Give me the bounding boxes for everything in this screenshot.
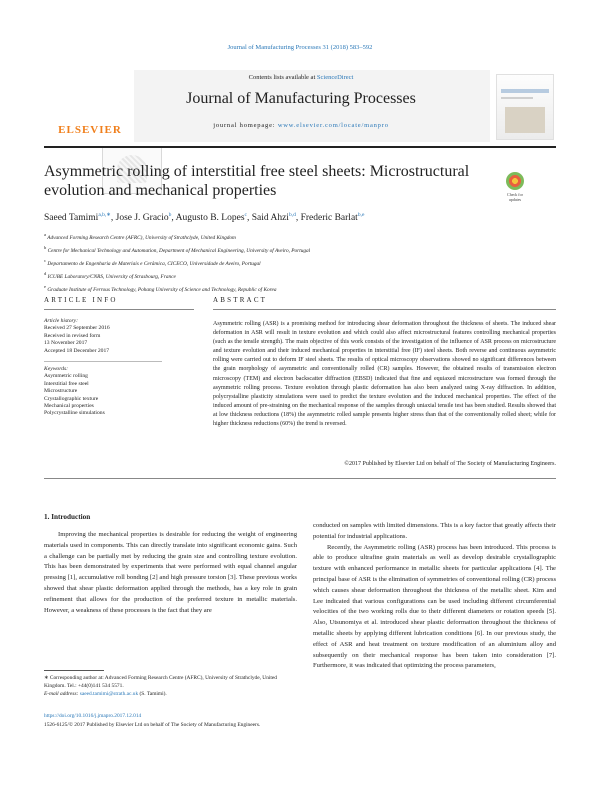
affiliation-text: ICUBE Laboratory/CNRS, University of Strasbourg, France [47,273,176,280]
keyword[interactable]: Mechanical properties [44,403,94,410]
author-name[interactable]: Augusto B. Lopes [175,213,245,224]
abstract-text: Asymmetric rolling (ASR) is a promising method for introducing shear deformation throughout the thickness of sheets. The induced shear deformation in ASR will result in texture evolution and which could also affect microstructural features controlling mechanical properties (such as the tensile strength). The main objective of this work consists of the investigation of the influence of ASR process on microstructure and texture evolution and their induced mechanical properties in interstitial free (IF) steel sheets. Both reverse and continuous asymmetric rolling were carried out to deform IF steel sheets. The results of optical microscopy observations showed no significant differences between the grain morphology of asymmetric and conventionally rolled (CR) samples. However, the obtained results of transmission electron microscopy (TEM) and electron backscatter diffraction (EBSD) indicated that fine and equiaxed microstructure was formed through the asymmetric rolling process. Texture evolution through plastic deformation has also been analyzed using X-ray diffraction. In addition, polycrystalline plasticity simulations were used to predict the texture evolution and the induced mechanical properties. The effect of the induced amount of pre-straining on the mechanical response of the samples through uniaxial tensile test has been studied. Results showed that at low thickness reductions (18%) the asymmetric rolled sample presents higher stress than that of the conventionally rolled sheet; while for higher thickness reductions (60%) the trend is reversed. [213,321,556,428]
keyword[interactable]: Asymmetric rolling [44,373,88,380]
section-heading-introduction: 1. Introduction [44,513,91,521]
affiliation-item [44,282,556,295]
article-info-rule [44,309,194,310]
journal-cover-image[interactable] [490,70,556,142]
history-item: Received in revised form [44,332,101,339]
cover-band-secondary [501,97,533,99]
body-paragraph: Improving the mechanical properties is desirable for reducing the weight of engineering materials used in components. This can directly translate into significant economic gains. Such a challenge can be partially met by reducing the grain size and controlling texture evolution. This has been demonstrated by experiments that were performed with equal channel angular pressing [1], accumulative roll bonding [2] and high pressure torsion [3]. These previous works showed that shear plastic deformation applied through the methods, has a key role in grain refinement that allows for the production of the preferred texture in metallic materials. However, a weakness of these processes is the fact that they are [44,531,297,614]
affiliation-item [44,230,556,243]
author-list: Saeed Tamimi$^{a,b,∗}$, Jose J. Gracio$^b$, Augusto B. Lopes$^c$, Said Ahzi$^{b,d}$, Frederic Barlat$^{b,e}$ [44,212,365,224]
check-updates-icon [506,172,524,190]
affiliation-mark: e [44,283,46,289]
keyword[interactable]: Polycrystalline simulations [44,410,105,417]
keywords-label: Keywords: [44,366,69,373]
contents-line [140,74,462,81]
author-affiliation-mark[interactable]: a,b,∗ [98,212,111,218]
keyword[interactable]: Interstitial free steel [44,380,89,387]
body-paragraph: Recently, the Asymmetric rolling (ASR) process has been introduced. This process is able to produce ultrafine grain materials as well as develop desirable crystallographic texture with enhanced performance in metallic sheets for particular applications [4]. The principal base of ASR is the elimination of symmetries of conventional rolling (CR) process which causes shear deformation throughout the thickness of the metallic sheet. Kim and Lee indicated that various configurations can be used including different circumferential velocities of the two working rolls due to their different diameters or rotation speeds [5]. Also, Utsunomiya et al. introduced shear plastic deformation throughout the thickness of metallic sheets by applying different lubrication conditions [6]. In our previous study, the effect of ASR and heat treatment on texture modification of an aluminium alloy and subsequently on their mechanical response has been taken into consideration [7]. Furthermore, it was indicated that optimizing the process parameters, [313,543,557,670]
page-footer [44,712,556,729]
keywords-divider [44,361,162,362]
article-info-heading: ARTICLE INFO [44,296,118,304]
abstract-heading: ABSTRACT [213,296,268,304]
author-affiliation-mark[interactable]: b [168,212,172,218]
running-head[interactable]: Journal of Manufacturing Processes 31 (2018) 583–592 [227,44,373,51]
check-updates-label: Check for updates [507,192,523,202]
doi-link[interactable]: https://doi.org/10.1016/j.jmapro.2017.12.014 [44,713,142,719]
email-line [44,690,297,698]
affiliation-text: Advanced Forming Research Centre (AFRC), University of Strathclyde, United Kingdom [47,234,236,241]
author-name[interactable]: Frederic Barlat [300,213,358,224]
affiliation-item [44,243,556,256]
article-info [44,318,162,418]
corresponding-author-note: ∗ Corresponding author at: Advanced Forming Research Centre (AFRC), University of Strathclyde, United Kingdom. Tel.: +44(0)141 534 5571. [44,675,277,689]
affiliation-text: Departamento de Engenharia de Materiais e Cerâmica, CICECO, Universidade de Aveiro, Portugal [47,260,261,267]
affiliation-mark: c [44,257,46,263]
author-affiliation-mark[interactable]: b,e [357,212,365,218]
keyword[interactable]: Crystallographic texture [44,395,99,402]
abstract-copyright: ©2017 Published by Elsevier Ltd on behalf of The Society of Manufacturing Engineers. [344,461,556,467]
journal-title: Journal of Manufacturing Processes [186,90,416,107]
footnote-rule [44,670,104,671]
author-name[interactable]: Jose J. Gracio [115,213,169,224]
history-item: 13 November 2017 [44,340,88,347]
article-title: Asymmetric rolling of interstitial free steel sheets: Microstructural evolution and mechanical properties [44,163,470,199]
issn-line: 1526-6125/© 2017 Published by Elsevier Ltd on behalf of The Society of Manufacturing Engineers. [44,721,261,728]
email-label: E-mail address: [44,691,80,697]
cover-panel [496,74,554,140]
keyword[interactable]: Microstructure [44,388,78,395]
body-paragraph: conducted on samples with limited dimensions. This is a key factor that greatly affects their potential for industrial applications. [313,522,556,540]
body-column-right [313,521,556,672]
affiliation-item [44,256,556,269]
cover-band [501,89,549,93]
affiliation-mark: d [44,270,47,276]
check-for-updates-badge[interactable] [503,172,527,204]
homepage-link[interactable]: www.elsevier.com/locate/manpro [277,122,389,129]
affiliation-mark: b [44,244,47,250]
publisher-name: ELSEVIER [58,124,122,136]
header-rule [44,146,556,148]
affiliation-list [44,230,556,295]
body-column-left [44,530,297,616]
affiliation-text: Centre for Mechanical Technology and Automation, Department of Mechanical Engineering, University of Aveiro, Portugal [47,247,311,254]
email-link[interactable]: saeed.tamimi@strath.ac.uk [79,691,139,697]
homepage-prefix: journal homepage: [213,122,278,129]
history-label: Article history: [44,318,79,324]
author-name[interactable]: Saeed Tamimi [44,213,99,224]
abstract-rule [213,309,556,310]
author-affiliation-mark[interactable]: b,d [288,212,296,218]
footnote [44,674,297,698]
homepage-line [140,122,462,129]
email-suffix: (S. Tamimi). [138,691,167,697]
author-name[interactable]: Said Ahzi [251,213,289,224]
cover-picture [505,107,545,133]
affiliation-mark: a [44,232,46,237]
history-item: Received 27 September 2016 [44,325,110,332]
history-item: Accepted 18 December 2017 [44,347,110,354]
affiliation-item [44,269,556,282]
contents-prefix: Contents lists available at [248,74,317,81]
abstract-bottom-rule [44,478,556,479]
sciencedirect-link[interactable]: ScienceDirect [316,74,354,81]
author-affiliation-mark[interactable]: c [244,212,247,218]
affiliation-text: Graduate Institute of Ferrous Technology, Pohang University of Science and Technology, Republic of Korea [47,286,277,293]
